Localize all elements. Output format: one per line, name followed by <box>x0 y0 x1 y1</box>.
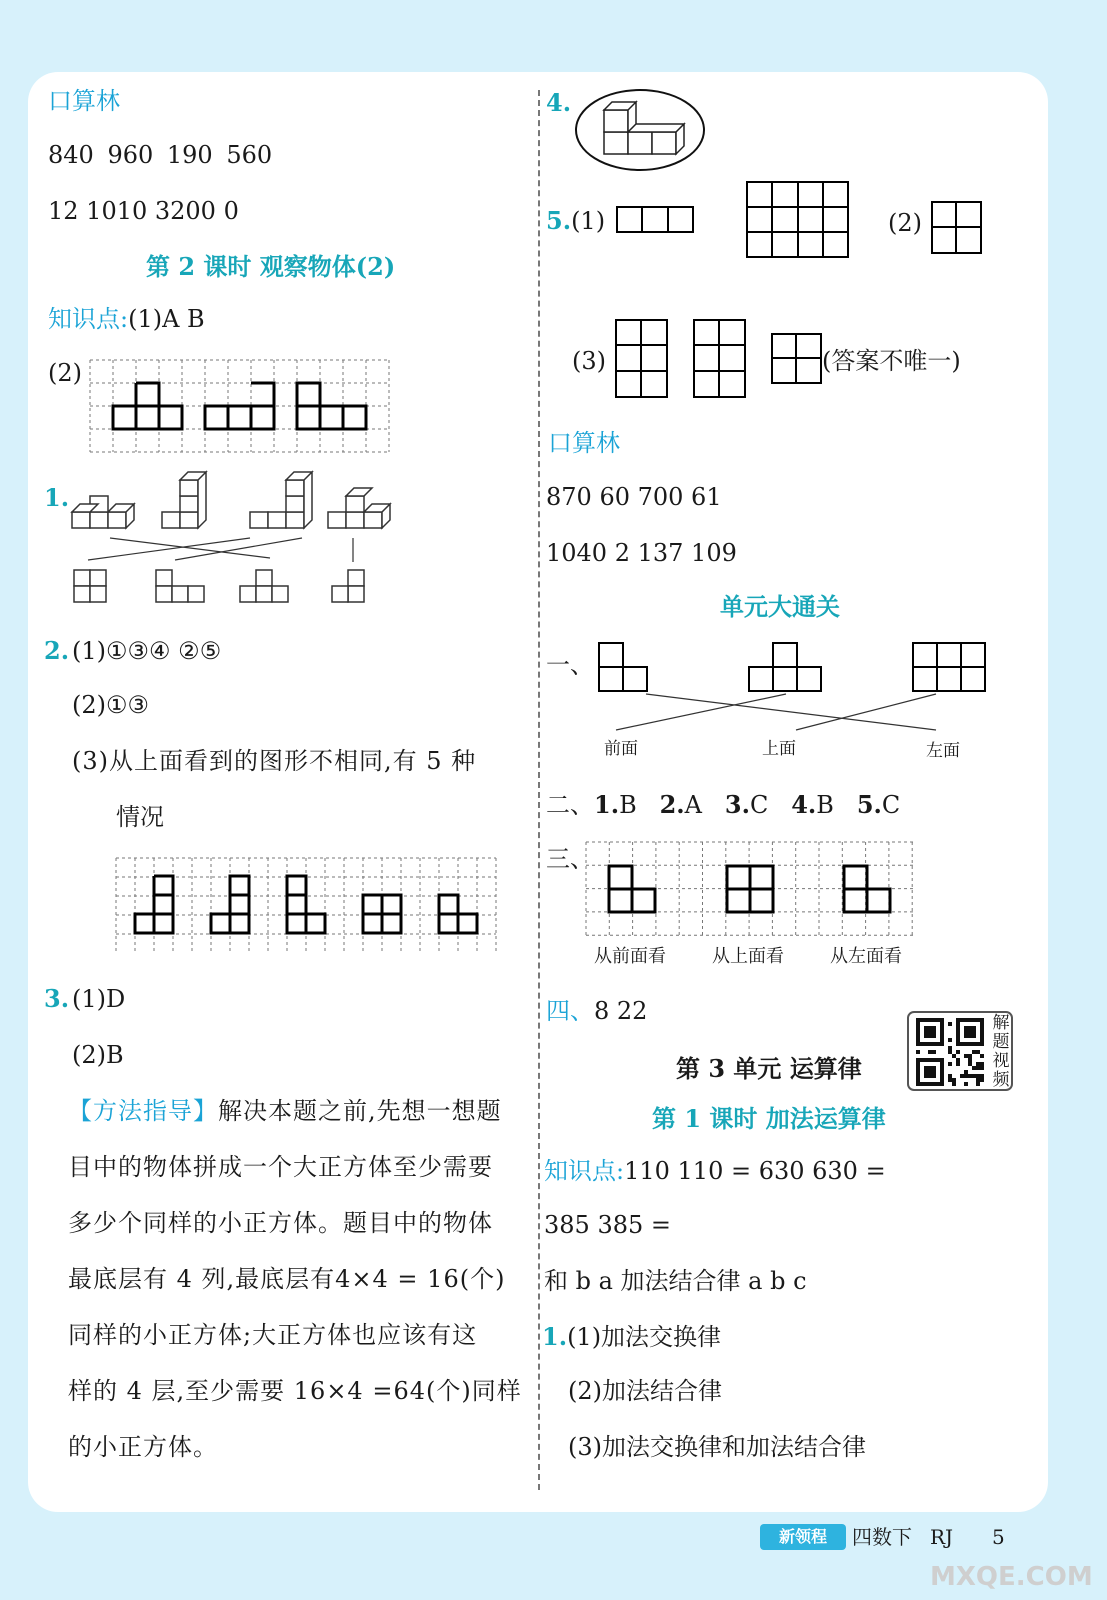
section-label: 二、 <box>546 791 594 819</box>
answer-line: (1)①③④ ②⑤ <box>72 637 222 665</box>
view-shape <box>692 318 748 400</box>
sub-label: (2) <box>888 209 922 237</box>
kousuan-row: 12 1010 3200 0 <box>48 197 239 225</box>
answer-value: C <box>881 791 901 819</box>
section-label: 一、 <box>546 651 594 679</box>
view-shape <box>616 206 696 234</box>
view-label: 前面 <box>604 739 638 759</box>
answer-num: 5. <box>856 790 882 819</box>
zhishidian-value: 385 385 = <box>544 1211 671 1239</box>
answer-line: (3)加法交换律和加法结合律 <box>568 1433 866 1461</box>
answer-line: (2)B <box>72 1041 124 1069</box>
question-number: 1. <box>542 1322 568 1351</box>
zhishidian-value: (1)A B <box>128 305 205 333</box>
part-label: (2) <box>48 359 82 387</box>
column-divider <box>538 90 540 1490</box>
zhishidian-value: 和 b a 加法结合律 a b c <box>544 1267 807 1295</box>
kousuan-row: 870 60 700 61 <box>546 483 722 511</box>
cube-group-oval <box>574 88 708 172</box>
page-number: 5 <box>992 1525 1005 1549</box>
book-name: 四数下 <box>852 1525 912 1549</box>
answer-num: 4. <box>791 790 817 819</box>
answer-value: B <box>619 791 637 819</box>
method-line: 目中的物体拼成一个大正方体至少需要 <box>68 1153 493 1181</box>
watermark: MXQE.COM <box>930 1562 1093 1592</box>
method-tag: 【方法指导】 <box>68 1097 218 1125</box>
kousuan-title: 口算林 <box>48 87 120 115</box>
grid-figure-top-views <box>116 858 502 954</box>
brand-badge: 新领程 <box>760 1524 846 1550</box>
kousuan-title: 口算林 <box>548 429 620 457</box>
section-value: 8 22 <box>594 997 648 1025</box>
answer-line: (1)D <box>72 985 126 1013</box>
answer-value: B <box>816 791 834 819</box>
view-shape <box>614 318 670 400</box>
answer-value: C <box>749 791 769 819</box>
view-shape <box>745 180 851 260</box>
grid-figure-three-views <box>586 842 918 938</box>
view-label: 从前面看 <box>594 946 666 967</box>
answer-line: (2)①③ <box>72 691 150 719</box>
answer-value: A <box>684 791 702 819</box>
method-line: 的小正方体。 <box>68 1433 218 1461</box>
view-label: 左面 <box>926 741 960 761</box>
sub-label: (3) <box>572 347 606 375</box>
question-number: 1. <box>44 483 70 512</box>
answer-line: 情况 <box>116 803 164 831</box>
grid-figure-views <box>90 360 390 455</box>
answer-line: (3)从上面看到的图形不相同,有 5 种 <box>72 747 477 775</box>
question-number: 5. <box>546 206 572 235</box>
method-line: 多少个同样的小正方体。题目中的物体 <box>68 1209 493 1237</box>
view-label: 从上面看 <box>712 946 784 967</box>
answer-line: (2)加法结合律 <box>568 1377 722 1405</box>
sub-label: (1) <box>571 207 606 235</box>
view-shape <box>930 200 984 256</box>
unit-title: 第 3 单元 运算律 <box>676 1054 862 1083</box>
method-line: 解决本题之前,先想一想题 <box>218 1097 502 1125</box>
page-footer <box>760 1522 1060 1556</box>
view-label: 从左面看 <box>830 946 902 967</box>
answer-num: 2. <box>659 790 685 819</box>
zhishidian-label: 知识点: <box>544 1157 625 1185</box>
cube-objects-matching <box>70 484 400 608</box>
lesson-title: 第 1 课时 加法运算律 <box>652 1104 886 1133</box>
method-line: 最底层有 4 列,最底层有4×4 = 16(个) <box>68 1265 506 1293</box>
note: (答案不唯一) <box>822 347 961 375</box>
lesson-title: 第 2 课时 观察物体(2) <box>146 252 396 281</box>
question-number: 4. <box>546 88 572 117</box>
method-line: 同样的小正方体;大正方体也应该有这 <box>68 1321 478 1349</box>
kousuan-row: 1040 2 137 109 <box>546 539 737 567</box>
edition: RJ <box>930 1525 954 1549</box>
zhishidian-label: 知识点: <box>48 305 129 333</box>
zhishidian-value: 110 110 = 630 630 = <box>624 1157 886 1185</box>
kousuan-row: 840 960 190 560 <box>48 141 273 169</box>
view-label: 上面 <box>762 739 796 759</box>
view-shape <box>770 332 824 386</box>
method-line: 样的 4 层,至少需要 16×4 =64(个)同样 <box>68 1377 522 1405</box>
answer-num: 3. <box>724 790 750 819</box>
answer-num: 1. <box>594 790 620 819</box>
answer-line: (1)加法交换律 <box>567 1323 722 1351</box>
qr-caption: 解题视频 <box>992 1013 1010 1090</box>
question-number: 3. <box>44 984 70 1013</box>
section-label: 四、 <box>546 997 594 1025</box>
question-number: 2. <box>44 636 70 665</box>
unit-test-title: 单元大通关 <box>720 592 840 621</box>
section-label: 三、 <box>546 845 594 873</box>
view-matching-figure <box>596 640 990 730</box>
